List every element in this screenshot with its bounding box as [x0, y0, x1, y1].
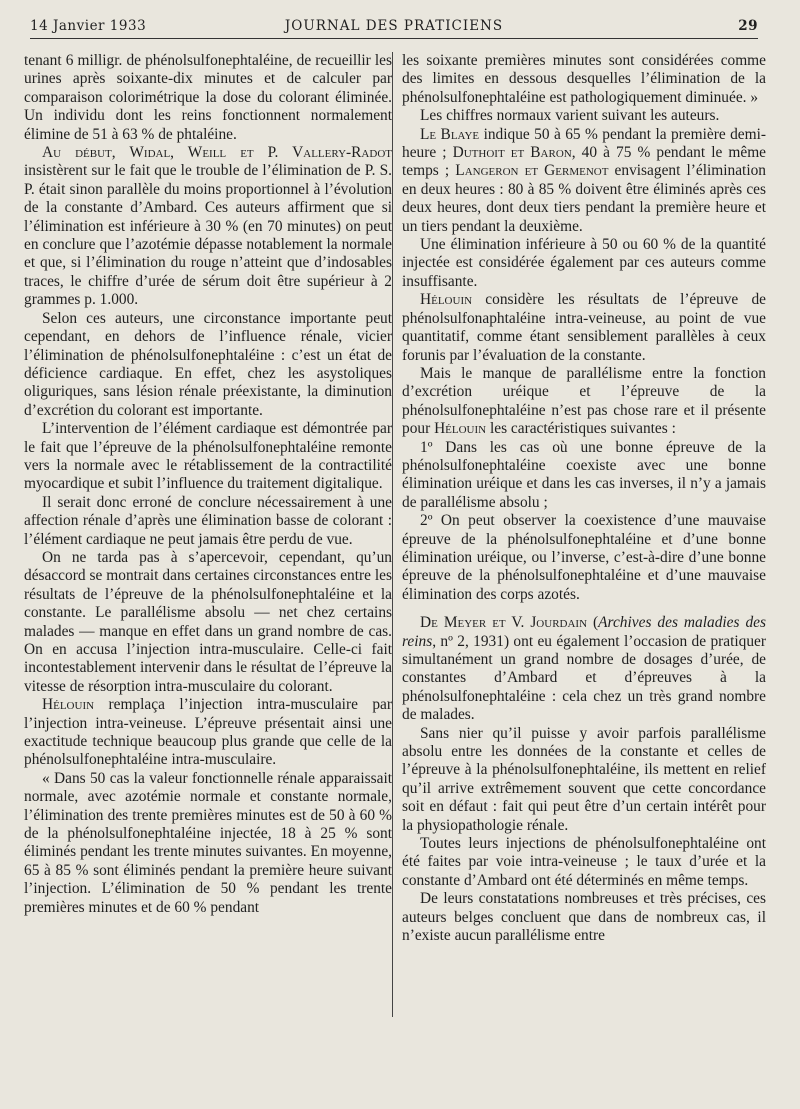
issue-date: 14 Janvier 1933	[30, 18, 147, 34]
paragraph-text: indique 50 à 65 % pendant la première demi-heure ;	[402, 125, 766, 162]
list-item: 1º Dans les cas où une bonne épreuve de la phénolsulfonephtaléine coexiste avec une bonne élimination uréique et dans les cas inverses, il n’y a jamais de parallélisme absolu ;	[402, 438, 766, 511]
header-rule	[30, 38, 758, 39]
author-names: Duthoit et Baron	[452, 144, 572, 162]
author-name: Hélouin	[434, 420, 487, 438]
quote-paragraph: « Dans 50 cas la valeur fonctionnelle rénale apparaissait normale, avec azotémie normale et constante normale, l’élimination des trente premières minutes est de 50 à 60 % de la phénolsulfonephtaléine injectée, 18 à 25 % sont éliminés pendant les trente minutes suivantes. En moyenne, 65 à 85 % sont éliminés pendant la première heure suivant l’injection. L’élimination de 50 % pendant les trente premières minutes et de 60 % pendant	[24, 769, 392, 916]
paragraph: Il serait donc erroné de conclure nécessairement à une affection rénale d’après une élimination basse de colorant : l’élément cardiaque ne peut jamais être perdu de vue.	[24, 493, 392, 548]
paragraph-text: insistèrent sur le fait que le trouble de l’élimination de P. S. P. était sinon parallèle du moins proportionnel à l’évolution de la constante d’Ambard. Ces auteurs affirment que si l’élimination est inférieure à 30 % (en 70 minutes) on peut en conclure que l’azotémie dépasse notablement la normale et que, si l’élimination du rouge n’atteint que d’indosables traces, le chiffre d’urée de sérum doit être supérieur à 2 grammes p. 1.000.	[24, 162, 392, 309]
paragraph-text: remplaça l’injection intra-musculaire par l’injection intra-veineuse. L’épreuve présentait ainsi une exactitude technique beaucoup plus grande que celle de la phénolsulfonephtaléine intra-musculaire.	[24, 696, 392, 769]
paragraph: Sans nier qu’il puisse y avoir parfois parallélisme absolu entre les données de la constante et celles de l’épreuve à la phénolsulfonephtaléine, ils mettent en relief qu’il arrive extrêmement souvent que cette concordance soit en défaut : fait qui peut être d’un certain intérêt pour la physiopathologie rénale.	[402, 724, 766, 834]
author-name: Hélouin	[420, 291, 473, 309]
paragraph-text: considère les résultats de l’épreuve de phénolsulfonaphtaléine intra-veineuse, au point de vue quantitatif, comme étant sensiblement parallèles à ceux forunis par l’évaluation de la constante.	[402, 291, 766, 364]
right-column	[402, 52, 766, 1032]
left-column	[24, 52, 392, 1032]
paragraph	[402, 614, 766, 724]
paragraph	[402, 365, 766, 439]
paragraph: L’intervention de l’élément cardiaque est démontrée par le fait que l’épreuve de la phénolsulfonephtaléine remonte vers la normale avec le rétablissement de la contractilité myocardique et subit l’influence du traitement digitalique.	[24, 420, 392, 493]
paragraph	[24, 144, 392, 310]
paragraph: Selon ces auteurs, une circonstance importante peut cependant, en dehors de l’influence rénale, vicier l’élimination de phénolsulfonephtaléine : c’est un état de déficience cardiaque. En effet, chez les asystoliques oliguriques, sans lésion rénale préexistante, la diminution d’excrétion du colorant est importante.	[24, 309, 392, 419]
paragraph	[24, 696, 392, 770]
paragraph: On ne tarda pas à s’apercevoir, cependant, qu’un désaccord se montrait dans certaines circonstances entre les résultats de l’épreuve de la phénolsulfonephtaléine et la constante. Le parallélisme absolu — net chez certains malades — manque en effet dans un grand nombre de cas. On en accusa l’injection intra-musculaire. Celle-ci fait incontestablement intervenir dans le résultat de l’épreuve la vitesse de résorption intra-musculaire du colorant.	[24, 548, 392, 695]
paragraph-text: Mais le manque de parallélisme entre la fonction d’excrétion uréique et l’épreuve de la phénolsulfonephtaléine n’est pas chose rare et il présente pour	[402, 364, 766, 438]
author-name: Le Blaye	[420, 125, 480, 143]
author-name: Hélouin	[42, 696, 95, 714]
paragraph-text: (	[587, 614, 599, 632]
page-header	[30, 14, 758, 38]
list-item: 2º On peut observer la coexistence d’une mauvaise épreuve de la phénolsulfonephtaléine et d’une bonne élimination uréique, ou l’inverse, c’est-à-dire d’une bonne épreuve de la phénolsulfonephtaléine et d’une mauvaise élimination des corps azotés.	[402, 512, 766, 603]
paragraph-text: , nº 2, 1931) ont eu également l’occasion de pratiquer simultanément un grand nombre de dosages d’urée, de constantes d’Ambard et d’épreuves à la phénolsulfonephtaléine : cela chez un très grand nombre de malades.	[402, 632, 766, 724]
paragraph: Les chiffres normaux varient suivant les auteurs.	[420, 107, 720, 125]
paragraph: Toutes leurs injections de phénolsulfonephtaléine ont été faites par voie intra-veineuse ; le taux d’urée et la constante d’Ambard ont été déterminés en même temps.	[402, 835, 766, 889]
author-names: Langeron et Germenot	[455, 162, 609, 180]
author-names: Au début, Widal, Weill et P. Vallery-Radot	[42, 144, 392, 162]
paragraph: De leurs constatations nombreuses et très précises, ces auteurs belges concluent que dans de nombreux cas, il n’existe aucun parallélisme entre	[402, 890, 766, 945]
column-divider	[392, 52, 393, 1017]
paragraph	[402, 291, 766, 365]
paragraph	[402, 126, 766, 236]
journal-title: JOURNAL DES PRATICIENS	[284, 18, 504, 34]
paragraph-text: les caractéristiques suivantes :	[486, 420, 676, 438]
author-names: De Meyer et V. Jourdain	[420, 614, 588, 632]
paragraph: tenant 6 milligr. de phénolsulfonephtaléine, de recueillir les urines après soixante-dix minutes et de calculer par comparaison colorimétrique la dose du colorant éliminée. Un individu dont les reins fonctionnent normalement élimine de 51 à 63 % de phtaléine.	[24, 52, 392, 143]
paragraph-text: , 40 à 75 % pendant le même temps ;	[402, 144, 766, 180]
paragraph-text: envisagent l’élimination en deux heures : 80 à 85 % doivent être éliminés après ces deux heures, dont deux tiers pendant la première heure et un tiers pendant la deuxième.	[402, 162, 766, 235]
page-number: 29	[738, 18, 758, 34]
paragraph: les soixante premières minutes sont considérées comme des limites en dessous desquelles l’élimination de la phénolsulfonephtaléine est pathologiquement diminuée. »	[402, 52, 766, 106]
paragraph: Une élimination inférieure à 50 ou 60 % de la quantité injectée est considérée également par ces auteurs comme insuffisante.	[402, 236, 766, 290]
journal-reference: Archives des maladies des reins	[402, 614, 766, 650]
